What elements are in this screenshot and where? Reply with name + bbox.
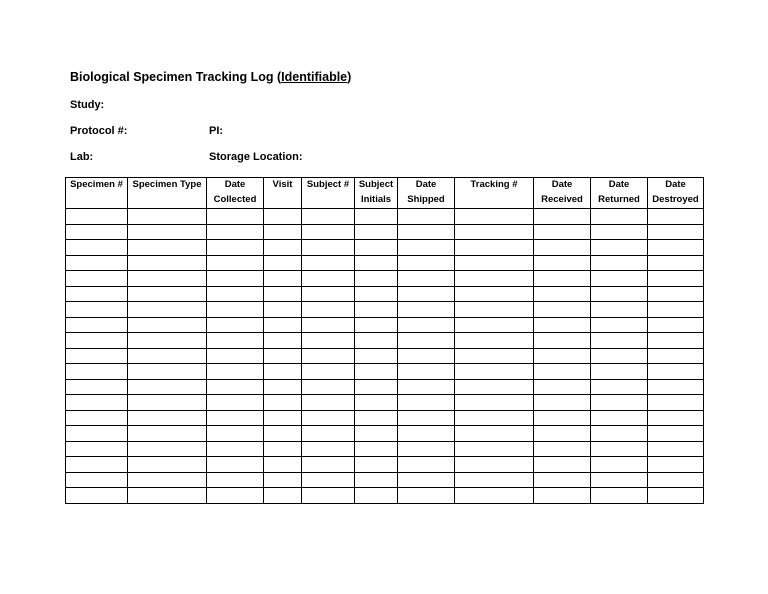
- table-cell[interactable]: [264, 441, 302, 457]
- table-cell[interactable]: [648, 395, 704, 411]
- table-cell[interactable]: [66, 271, 128, 287]
- table-cell[interactable]: [264, 488, 302, 504]
- table-cell[interactable]: [648, 488, 704, 504]
- table-cell[interactable]: [128, 488, 207, 504]
- table-cell[interactable]: [66, 348, 128, 364]
- table-cell[interactable]: [355, 317, 398, 333]
- table-row: [66, 240, 704, 256]
- table-row: [66, 224, 704, 240]
- table-cell[interactable]: [128, 224, 207, 240]
- table-cell[interactable]: [264, 348, 302, 364]
- table-cell[interactable]: [302, 395, 355, 411]
- table-cell[interactable]: [648, 364, 704, 380]
- table-cell[interactable]: [591, 348, 648, 364]
- table-cell[interactable]: [648, 441, 704, 457]
- table-cell[interactable]: [66, 426, 128, 442]
- table-cell[interactable]: [534, 271, 591, 287]
- page-title: [70, 70, 351, 84]
- table-cell[interactable]: [207, 240, 264, 256]
- table-cell[interactable]: [648, 426, 704, 442]
- table-cell[interactable]: [591, 364, 648, 380]
- table-row: [66, 395, 704, 411]
- table-cell[interactable]: [207, 333, 264, 349]
- table-cell[interactable]: [534, 457, 591, 473]
- table-cell[interactable]: [398, 472, 455, 488]
- table-cell[interactable]: [455, 271, 534, 287]
- table-cell[interactable]: [648, 209, 704, 225]
- table-cell[interactable]: [128, 441, 207, 457]
- table-cell[interactable]: [455, 348, 534, 364]
- table-cell[interactable]: [355, 240, 398, 256]
- table-cell[interactable]: [455, 457, 534, 473]
- table-cell[interactable]: [128, 286, 207, 302]
- table-cell[interactable]: [355, 302, 398, 318]
- col-specimen-number: Specimen #: [66, 178, 128, 209]
- table-cell[interactable]: [648, 410, 704, 426]
- table-cell[interactable]: [128, 302, 207, 318]
- table-cell[interactable]: [66, 441, 128, 457]
- table-row: [66, 271, 704, 287]
- table-cell[interactable]: [128, 209, 207, 225]
- pi-label: PI:: [209, 125, 224, 137]
- table-cell[interactable]: [455, 302, 534, 318]
- table-cell[interactable]: [534, 364, 591, 380]
- table-cell[interactable]: [591, 441, 648, 457]
- table-cell[interactable]: [591, 209, 648, 225]
- table-cell[interactable]: [264, 364, 302, 380]
- table-cell[interactable]: [66, 395, 128, 411]
- table-cell[interactable]: [455, 240, 534, 256]
- table-cell[interactable]: [648, 333, 704, 349]
- col-tracking-number: Tracking #: [455, 178, 534, 209]
- table-cell[interactable]: [207, 488, 264, 504]
- table-cell[interactable]: [207, 348, 264, 364]
- table-cell[interactable]: [398, 426, 455, 442]
- col-date-destroyed: Date Destroyed: [648, 178, 704, 209]
- table-cell[interactable]: [66, 457, 128, 473]
- table-cell[interactable]: [355, 379, 398, 395]
- table-cell[interactable]: [66, 472, 128, 488]
- table-cell[interactable]: [66, 364, 128, 380]
- table-cell[interactable]: [302, 472, 355, 488]
- table-cell[interactable]: [264, 426, 302, 442]
- table-cell[interactable]: [534, 410, 591, 426]
- table-cell[interactable]: [455, 255, 534, 271]
- table-cell[interactable]: [264, 302, 302, 318]
- table-cell[interactable]: [66, 240, 128, 256]
- col-date-received: Date Received: [534, 178, 591, 209]
- table-cell[interactable]: [534, 395, 591, 411]
- table-cell[interactable]: [398, 364, 455, 380]
- table-cell[interactable]: [66, 488, 128, 504]
- table-cell[interactable]: [302, 286, 355, 302]
- table-cell[interactable]: [591, 286, 648, 302]
- table-cell[interactable]: [591, 240, 648, 256]
- table-cell[interactable]: [591, 395, 648, 411]
- table-cell[interactable]: [534, 488, 591, 504]
- table-cell[interactable]: [207, 441, 264, 457]
- table-cell[interactable]: [66, 410, 128, 426]
- table-cell[interactable]: [355, 426, 398, 442]
- table-cell[interactable]: [207, 271, 264, 287]
- table-cell[interactable]: [591, 488, 648, 504]
- table-cell[interactable]: [302, 302, 355, 318]
- table-cell[interactable]: [648, 255, 704, 271]
- table-cell[interactable]: [264, 395, 302, 411]
- table-cell[interactable]: [66, 224, 128, 240]
- table-cell[interactable]: [128, 271, 207, 287]
- table-cell[interactable]: [591, 426, 648, 442]
- title-main: Biological Specimen Tracking Log (: [70, 70, 282, 84]
- table-cell[interactable]: [355, 410, 398, 426]
- table-cell[interactable]: [264, 271, 302, 287]
- table-cell[interactable]: [207, 426, 264, 442]
- table-cell[interactable]: [398, 209, 455, 225]
- table-cell[interactable]: [398, 348, 455, 364]
- table-cell[interactable]: [398, 410, 455, 426]
- table-cell[interactable]: [207, 410, 264, 426]
- table-cell[interactable]: [534, 379, 591, 395]
- table-cell[interactable]: [398, 224, 455, 240]
- col-specimen-type: Specimen Type: [128, 178, 207, 209]
- table-cell[interactable]: [455, 426, 534, 442]
- table-cell[interactable]: [455, 379, 534, 395]
- table-cell[interactable]: [591, 457, 648, 473]
- table-row: [66, 317, 704, 333]
- table-cell[interactable]: [355, 271, 398, 287]
- table-cell[interactable]: [455, 410, 534, 426]
- col-subject-number: Subject #: [302, 178, 355, 209]
- table-cell[interactable]: [398, 271, 455, 287]
- table-cell[interactable]: [66, 209, 128, 225]
- table-cell[interactable]: [591, 333, 648, 349]
- table-cell[interactable]: [355, 224, 398, 240]
- table-cell[interactable]: [302, 379, 355, 395]
- table-cell[interactable]: [264, 317, 302, 333]
- table-cell[interactable]: [207, 395, 264, 411]
- table-cell[interactable]: [355, 348, 398, 364]
- table-cell[interactable]: [398, 379, 455, 395]
- table-row: [66, 333, 704, 349]
- table-cell[interactable]: [128, 364, 207, 380]
- table-cell[interactable]: [128, 426, 207, 442]
- table-cell[interactable]: [302, 348, 355, 364]
- table-cell[interactable]: [66, 333, 128, 349]
- table-cell[interactable]: [128, 457, 207, 473]
- table-row: [66, 302, 704, 318]
- table-body: [66, 209, 704, 504]
- table-cell[interactable]: [648, 317, 704, 333]
- table-cell[interactable]: [128, 255, 207, 271]
- header-row: [66, 178, 704, 209]
- table-cell[interactable]: [648, 457, 704, 473]
- table-cell[interactable]: [534, 441, 591, 457]
- table-cell[interactable]: [302, 457, 355, 473]
- table-cell[interactable]: [534, 333, 591, 349]
- table-row: [66, 379, 704, 395]
- table-cell[interactable]: [128, 472, 207, 488]
- table-row: [66, 441, 704, 457]
- table-cell[interactable]: [455, 333, 534, 349]
- table-cell[interactable]: [128, 379, 207, 395]
- table-row: [66, 348, 704, 364]
- table-cell[interactable]: [648, 224, 704, 240]
- table-cell[interactable]: [398, 395, 455, 411]
- table-cell[interactable]: [455, 224, 534, 240]
- table-cell[interactable]: [302, 209, 355, 225]
- table-cell[interactable]: [398, 240, 455, 256]
- table-cell[interactable]: [534, 224, 591, 240]
- table-cell[interactable]: [455, 472, 534, 488]
- table-cell[interactable]: [355, 395, 398, 411]
- table-cell[interactable]: [455, 441, 534, 457]
- table-row: [66, 488, 704, 504]
- table-cell[interactable]: [398, 302, 455, 318]
- table-cell[interactable]: [264, 240, 302, 256]
- table-cell[interactable]: [534, 302, 591, 318]
- table-cell[interactable]: [534, 472, 591, 488]
- table-row: [66, 457, 704, 473]
- table-cell[interactable]: [302, 333, 355, 349]
- table-cell[interactable]: [264, 472, 302, 488]
- table-cell[interactable]: [534, 209, 591, 225]
- table-cell[interactable]: [591, 271, 648, 287]
- table-cell[interactable]: [355, 255, 398, 271]
- table-cell[interactable]: [128, 240, 207, 256]
- table-cell[interactable]: [591, 472, 648, 488]
- table-row: [66, 472, 704, 488]
- table-cell[interactable]: [455, 286, 534, 302]
- storage-location-label: Storage Location:: [209, 151, 303, 163]
- col-visit: Visit: [264, 178, 302, 209]
- table-cell[interactable]: [455, 395, 534, 411]
- title-identifiable: Identifiable: [281, 70, 348, 84]
- col-date-shipped: Date Shipped: [398, 178, 455, 209]
- table-cell[interactable]: [355, 286, 398, 302]
- table-cell[interactable]: [534, 426, 591, 442]
- table-cell[interactable]: [66, 286, 128, 302]
- table-cell[interactable]: [398, 255, 455, 271]
- table-cell[interactable]: [648, 472, 704, 488]
- table-cell[interactable]: [302, 271, 355, 287]
- table-cell[interactable]: [534, 317, 591, 333]
- table-cell[interactable]: [302, 488, 355, 504]
- table-cell[interactable]: [264, 224, 302, 240]
- table-cell[interactable]: [398, 457, 455, 473]
- table-row: [66, 286, 704, 302]
- table-cell[interactable]: [648, 271, 704, 287]
- table-cell[interactable]: [398, 441, 455, 457]
- table-cell[interactable]: [302, 240, 355, 256]
- table-cell[interactable]: [398, 333, 455, 349]
- table-cell[interactable]: [591, 410, 648, 426]
- tracking-log-table: [65, 177, 704, 504]
- table-cell[interactable]: [207, 379, 264, 395]
- title-end: ): [347, 70, 352, 84]
- table-cell[interactable]: [66, 255, 128, 271]
- table-cell[interactable]: [648, 379, 704, 395]
- table-row: [66, 255, 704, 271]
- table-cell[interactable]: [302, 317, 355, 333]
- table-cell[interactable]: [534, 240, 591, 256]
- table-cell[interactable]: [207, 224, 264, 240]
- table-cell[interactable]: [128, 410, 207, 426]
- table-row: [66, 364, 704, 380]
- table-cell[interactable]: [591, 379, 648, 395]
- table-row: [66, 426, 704, 442]
- table-cell[interactable]: [591, 255, 648, 271]
- table-cell[interactable]: [591, 302, 648, 318]
- table-cell[interactable]: [128, 333, 207, 349]
- table-cell[interactable]: [455, 317, 534, 333]
- col-date-returned: Date Returned: [591, 178, 648, 209]
- study-label: Study:: [70, 99, 105, 111]
- table-cell[interactable]: [264, 286, 302, 302]
- table-cell[interactable]: [207, 286, 264, 302]
- table-cell[interactable]: [264, 333, 302, 349]
- table-cell[interactable]: [128, 395, 207, 411]
- table-cell[interactable]: [648, 286, 704, 302]
- table-cell[interactable]: [264, 209, 302, 225]
- table-cell[interactable]: [591, 224, 648, 240]
- protocol-label: Protocol #:: [70, 125, 128, 137]
- col-date-collected: Date Collected: [207, 178, 264, 209]
- table-row: [66, 410, 704, 426]
- table-cell[interactable]: [66, 317, 128, 333]
- table-row: [66, 209, 704, 225]
- table-cell[interactable]: [534, 348, 591, 364]
- table-cell[interactable]: [648, 302, 704, 318]
- table-cell[interactable]: [398, 286, 455, 302]
- table-cell[interactable]: [207, 302, 264, 318]
- table-cell[interactable]: [264, 379, 302, 395]
- table-cell[interactable]: [455, 364, 534, 380]
- table-cell[interactable]: [302, 410, 355, 426]
- table-cell[interactable]: [534, 255, 591, 271]
- table-cell[interactable]: [207, 317, 264, 333]
- table-cell[interactable]: [648, 240, 704, 256]
- table-cell[interactable]: [355, 364, 398, 380]
- table-cell[interactable]: [264, 457, 302, 473]
- table-cell[interactable]: [398, 488, 455, 504]
- table-cell[interactable]: [264, 255, 302, 271]
- table-cell[interactable]: [207, 472, 264, 488]
- table-cell[interactable]: [591, 317, 648, 333]
- table-cell[interactable]: [398, 317, 455, 333]
- table-cell[interactable]: [207, 457, 264, 473]
- table-cell[interactable]: [66, 379, 128, 395]
- table-cell[interactable]: [455, 209, 534, 225]
- table-cell[interactable]: [128, 317, 207, 333]
- table-cell[interactable]: [355, 457, 398, 473]
- table-cell[interactable]: [66, 302, 128, 318]
- table-cell[interactable]: [355, 488, 398, 504]
- table-cell[interactable]: [355, 441, 398, 457]
- lab-label: Lab:: [70, 151, 94, 163]
- table-cell[interactable]: [302, 441, 355, 457]
- table-cell[interactable]: [355, 472, 398, 488]
- table-cell[interactable]: [455, 488, 534, 504]
- table-cell[interactable]: [355, 209, 398, 225]
- table-cell[interactable]: [264, 410, 302, 426]
- table-cell[interactable]: [302, 364, 355, 380]
- table-cell[interactable]: [207, 364, 264, 380]
- table-cell[interactable]: [648, 348, 704, 364]
- table-cell[interactable]: [302, 224, 355, 240]
- table-cell[interactable]: [302, 426, 355, 442]
- table-cell[interactable]: [534, 286, 591, 302]
- table-cell[interactable]: [207, 255, 264, 271]
- table-cell[interactable]: [128, 348, 207, 364]
- table-cell[interactable]: [355, 333, 398, 349]
- table-cell[interactable]: [302, 255, 355, 271]
- table-cell[interactable]: [207, 209, 264, 225]
- col-subject-initials: Subject Initials: [355, 178, 398, 209]
